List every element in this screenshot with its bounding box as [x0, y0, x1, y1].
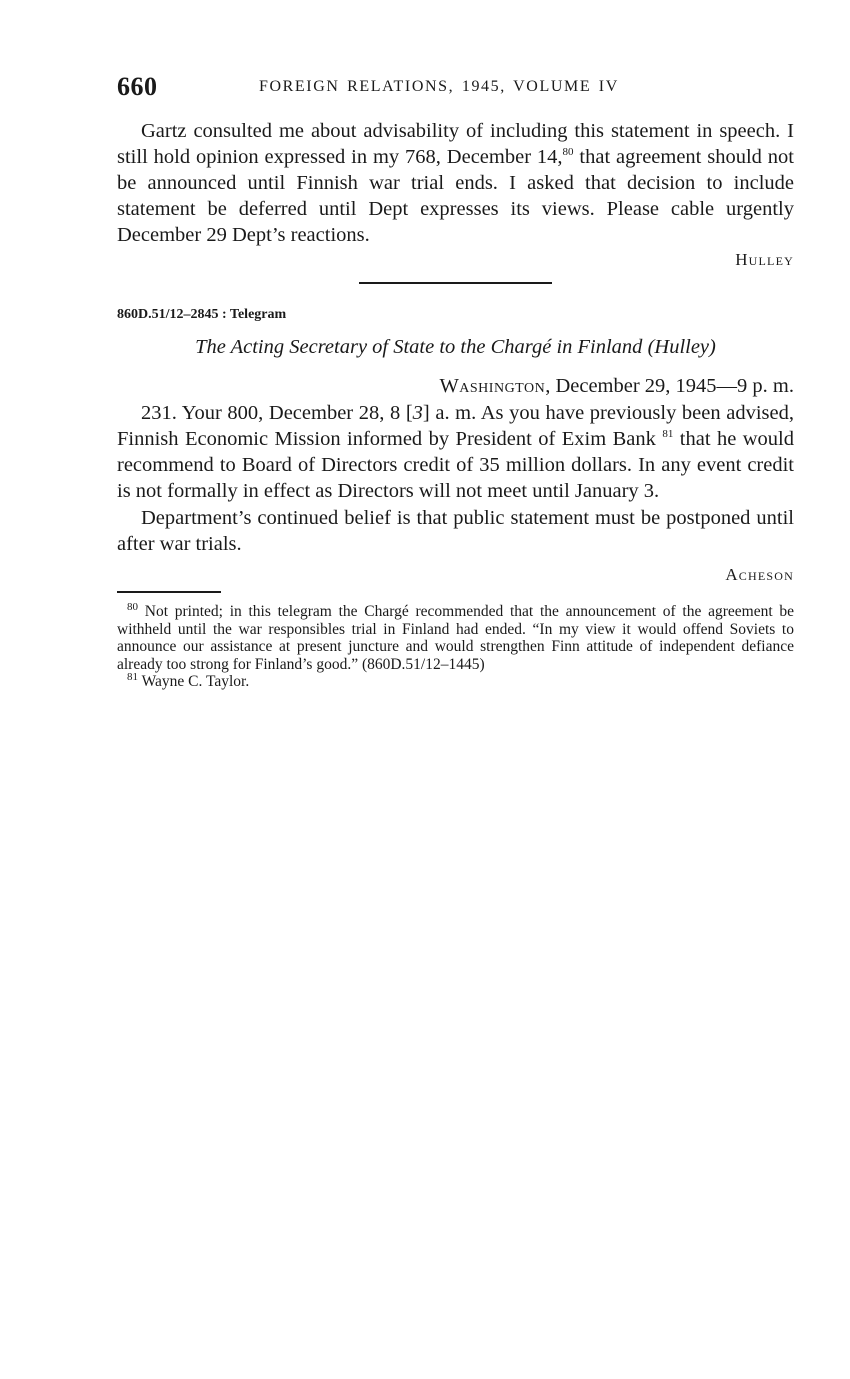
paragraph-1-text: 231. Your 800, December 28, 8 [ [141, 402, 413, 424]
file-reference: 860D.51/12–2845 : Telegram [117, 307, 287, 322]
footnote-81 [117, 670, 794, 691]
bracketed-correction: 3 [412, 402, 423, 424]
footnote-ref-81: 81 [662, 428, 674, 441]
prior-paragraph-text-cont: that agreement should not be announced until Finnish war trial ends. I asked that decision to include statement be deferred until Dept expresses its views. Please cable urgently December 29 Dept’s reactions. [117, 146, 794, 246]
section-divider [359, 282, 552, 284]
document-title-recipient: Hulley [654, 336, 710, 358]
paragraph-1-text-cont: ] a. m. As you have previously been advised, Finnish Economic Mission informed by President of Exim Bank [117, 402, 794, 450]
telegram-paragraph-1 [117, 400, 794, 504]
paragraph-1-text-end: that he would recommend to Board of Directors credit of 35 million dollars. In any event credit is not formally in effect as Directors will not meet until January 3. [117, 428, 794, 502]
footnote-number: 80 [127, 600, 138, 613]
footnote-text: Wayne C. Taylor. [141, 673, 250, 690]
dateline [117, 373, 794, 399]
footnote-rule [117, 591, 221, 593]
footnote-text: Not printed; in this telegram the Chargé recommended that the announcement of the agreement be withheld until the war responsibles trial in Finland had ended. “In my view it would offend Soviets to announce our assistance at present juncture and would strengthen Finn attitude of independent defiance already too strong for Finland’s good.” (860D.51/12–1445) [117, 603, 795, 673]
document-title: The Acting Secretary of State to the Chargé in Finland (Hulley) [195, 336, 716, 358]
footnote-ref-80: 80 [562, 146, 574, 159]
dateline-place: Washington [439, 375, 546, 397]
document-title-text: The Acting Secretary of State to the Chargé in Finland [195, 336, 643, 358]
prior-telegram-paragraph [117, 118, 794, 248]
document-signature: Acheson [725, 565, 794, 584]
running-title: FOREIGN RELATIONS, 1945, VOLUME IV [259, 78, 619, 95]
document-page [117, 70, 794, 691]
dateline-date: , December 29, 1945—9 p. m. [545, 375, 794, 397]
prior-signature: Hulley [735, 250, 794, 269]
telegram-paragraph-2: Department’s continued belief is that public statement must be postponed until after war trials. [117, 507, 794, 555]
running-header [117, 70, 794, 104]
page-number: 660 [117, 72, 158, 101]
footnote-number: 81 [127, 670, 138, 683]
footnotes [117, 600, 795, 691]
footnote-80 [117, 600, 795, 673]
prior-paragraph-text: Gartz consulted me about advisability of including this statement in speech. I still hold opinion expressed in my 768, December 14, [117, 120, 794, 168]
